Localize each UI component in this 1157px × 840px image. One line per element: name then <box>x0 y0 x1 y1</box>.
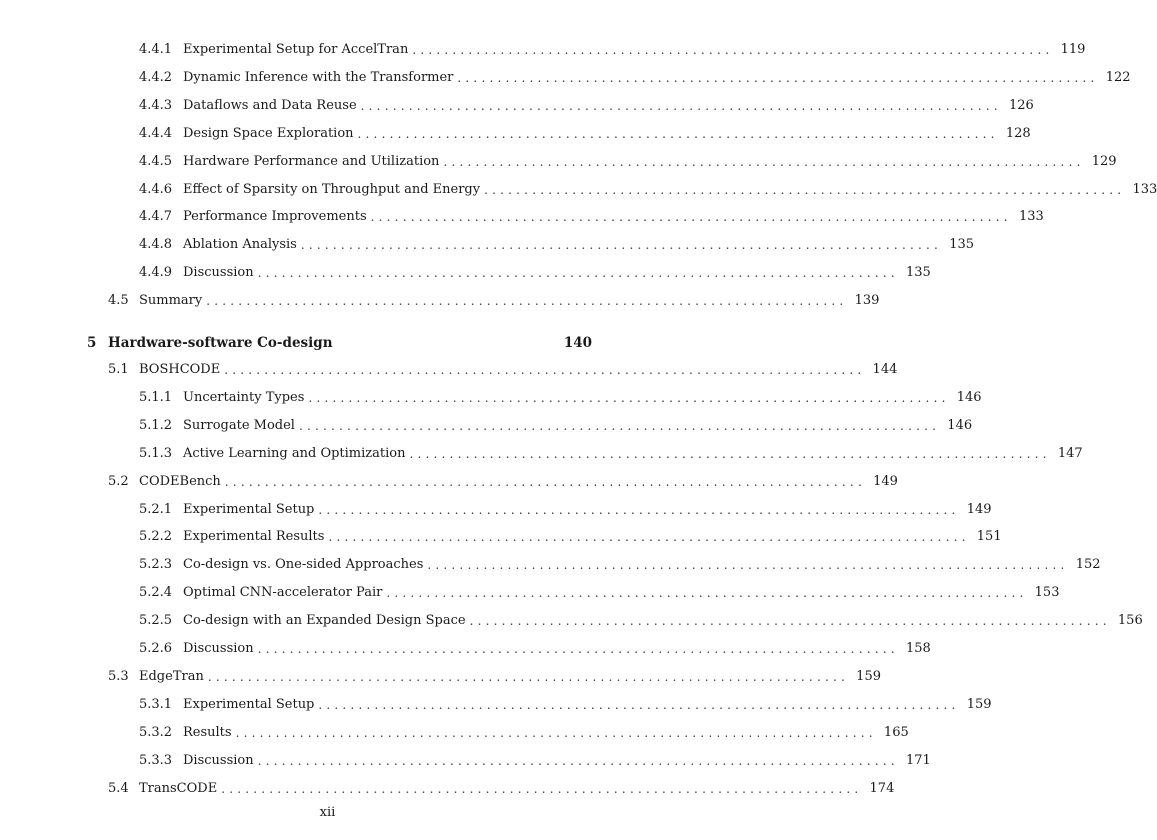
toc-entry-title: CODEBench <box>139 471 225 493</box>
page-footer-number: xii <box>319 805 336 820</box>
toc-entry-title: Summary <box>139 290 206 312</box>
toc-entry-title: Effect of Sparsity on Throughput and Energy <box>183 179 484 201</box>
toc-entry-number: 5.3.2 <box>139 724 173 740</box>
toc-entry-title: Results <box>183 722 236 744</box>
toc-section-entry[interactable] <box>108 471 898 493</box>
leader-dots: ................................................................................ <box>427 558 1069 573</box>
toc-entry-title: Experimental Setup <box>183 694 318 716</box>
toc-entry-number: 5.3.1 <box>139 696 173 712</box>
toc-section-entry[interactable] <box>108 359 898 381</box>
toc-entry-number: 4.4.7 <box>139 209 173 225</box>
toc-subsection-entry[interactable] <box>139 582 1060 604</box>
toc-subsection-entry[interactable] <box>139 39 1086 61</box>
toc-entry-number: 5.2.4 <box>139 585 173 601</box>
toc-subsection-entry[interactable] <box>139 151 1117 173</box>
toc-section-entry[interactable] <box>108 290 880 312</box>
toc-entry-title: EdgeTran <box>139 666 208 688</box>
toc-entry-title: Active Learning and Optimization <box>183 443 409 465</box>
toc-entry-number: 4.4.2 <box>139 69 173 85</box>
toc-entry-title: Discussion <box>183 262 258 284</box>
toc-entry-page-number: 126 <box>1002 95 1034 117</box>
toc-entry-page-number: 147 <box>1051 443 1083 465</box>
toc-entry-page-number: 146 <box>950 387 982 409</box>
leader-dots: ................................................................................ <box>318 697 960 712</box>
toc-subsection-entry[interactable] <box>139 67 1131 89</box>
toc-subsection-entry[interactable] <box>139 722 909 744</box>
toc-subsection-entry[interactable] <box>139 123 1031 145</box>
toc-entry-page-number: 129 <box>1085 151 1117 173</box>
leader-dots: ................................................................................ <box>221 781 863 796</box>
toc-subsection-entry[interactable] <box>139 387 982 409</box>
toc-entry-page-number: 152 <box>1069 554 1101 576</box>
toc-subsection-entry[interactable] <box>139 95 1034 117</box>
toc-section-entry[interactable] <box>108 778 895 800</box>
toc-entry-page-number: 122 <box>1099 67 1131 89</box>
toc-entry-number: 4.4.5 <box>139 153 173 169</box>
toc-entry-page-number: 133 <box>1012 206 1044 228</box>
toc-entry-number: 5.3 <box>108 668 129 684</box>
leader-dots: ................................................................................ <box>257 642 899 656</box>
toc-entry-title: Discussion <box>183 750 258 772</box>
leader-dots: ................................................................................ <box>235 725 877 740</box>
toc-entry-number: 5.2.3 <box>139 557 173 573</box>
toc-entry-page-number: 144 <box>865 359 897 381</box>
toc-entry-title: Experimental Setup <box>183 499 318 521</box>
leader-dots: ................................................................................ <box>207 669 849 684</box>
toc-subsection-entry[interactable] <box>139 554 1101 576</box>
leader-dots: ................................................................................ <box>257 753 899 768</box>
toc-entry-title: Hardware-software Co-design <box>108 332 337 354</box>
toc-entry-page-number: 159 <box>849 666 881 688</box>
leader-dots: ................................................................................ <box>412 43 1054 57</box>
toc-entry-number: 5.2.6 <box>139 641 173 656</box>
toc-entry-number: 4.4.8 <box>139 237 173 253</box>
toc-subsection-entry[interactable] <box>139 234 975 256</box>
toc-subsection-entry[interactable] <box>139 499 992 521</box>
toc-entry-page-number: 153 <box>1027 582 1059 604</box>
leader-dots: ................................................................................ <box>300 238 943 253</box>
toc-subsection-entry[interactable] <box>139 694 992 716</box>
leader-dots: ................................................................................ <box>370 210 1012 225</box>
toc-entry-page-number: 128 <box>999 123 1031 145</box>
toc-entry-title: Ablation Analysis <box>183 234 301 256</box>
toc-entry-page-number: 158 <box>899 638 931 660</box>
toc-entry-number: 5.1.2 <box>139 417 173 433</box>
toc-entry-number: 5.1.3 <box>139 445 173 461</box>
leader-dots: ................................................................................ <box>360 98 1002 113</box>
toc-entry-page-number: 165 <box>877 722 909 744</box>
leader-dots: ................................................................................ <box>409 446 1051 461</box>
toc-entry-number: 4.4.9 <box>139 265 173 281</box>
leader-dots: ................................................................................ <box>298 418 941 433</box>
toc-entry-title: Performance Improvements <box>183 206 371 228</box>
toc-entry-page-number: 149 <box>960 499 992 521</box>
leader-dots: ................................................................................ <box>257 266 899 281</box>
toc-entry-number: 5.2.1 <box>139 501 173 517</box>
toc-entry-title: Experimental Results <box>183 526 328 548</box>
toc-entry-page-number: 135 <box>942 234 974 256</box>
toc-entry-number: 5.2 <box>108 473 129 489</box>
toc-entry-title: Discussion <box>183 638 258 660</box>
toc-entry-number: 5.2.5 <box>139 613 173 629</box>
toc-entry-number: 4.4.4 <box>139 125 173 141</box>
toc-subsection-entry[interactable] <box>139 750 931 772</box>
toc-entry-number: 4.4.3 <box>139 97 173 113</box>
toc-entry-title: Dynamic Inference with the Transformer <box>183 67 457 89</box>
toc-entry-number: 5.2.2 <box>139 529 173 545</box>
toc-subsection-entry[interactable] <box>139 415 973 437</box>
toc-entry-title: Uncertainty Types <box>183 387 308 409</box>
toc-entry-page-number: 151 <box>970 526 1002 548</box>
leader-dots: ................................................................................ <box>328 530 970 545</box>
toc-entry-page-number: 156 <box>1111 610 1143 632</box>
toc-entry-title: Design Space Exploration <box>183 123 358 145</box>
toc-entry-number: 4.5 <box>108 293 129 309</box>
toc-entry-title: Hardware Performance and Utilization <box>183 151 443 173</box>
toc-entry-number: 5 <box>87 335 97 351</box>
leader-dots: ................................................................................ <box>457 70 1099 85</box>
toc-chapter-entry[interactable] <box>87 332 592 354</box>
toc-entry-title: Dataflows and Data Reuse <box>183 95 361 117</box>
leader-dots: ................................................................................ <box>484 182 1126 197</box>
toc-section-entry[interactable] <box>108 666 881 688</box>
toc-entry-page-number: 149 <box>866 471 898 493</box>
toc-entry-title: Experimental Setup for AccelTran <box>183 39 412 61</box>
toc-entry-title: Co-design vs. One-sided Approaches <box>183 554 427 576</box>
toc-subsection-entry[interactable] <box>139 206 1044 228</box>
toc-entry-number: 4.4.1 <box>139 42 173 57</box>
toc-entry-page-number: 135 <box>899 262 931 284</box>
toc-entry-title: Surrogate Model <box>183 415 299 437</box>
toc-entry-number: 5.1 <box>108 362 129 377</box>
leader-dots: ................................................................................ <box>318 502 960 517</box>
leader-dots: ................................................................................ <box>224 474 866 489</box>
toc-subsection-entry[interactable] <box>139 638 931 660</box>
toc-entry-title: Co-design with an Expanded Design Space <box>183 610 470 632</box>
toc-entry-number: 5.1.1 <box>139 389 173 405</box>
leader-dots: ................................................................................ <box>224 363 866 377</box>
toc-entry-page-number: 171 <box>899 750 931 772</box>
leader-dots: ................................................................................ <box>386 586 1028 601</box>
toc-entry-number: 4.4.6 <box>139 181 173 197</box>
toc-entry-page-number: 139 <box>847 290 879 312</box>
toc-entry-page-number: 140 <box>552 332 592 354</box>
toc-entry-number: 5.3.3 <box>139 752 173 768</box>
toc-entry-number: 5.4 <box>108 780 129 796</box>
leader-dots: ................................................................................ <box>469 614 1111 629</box>
toc-entry-title: TransCODE <box>139 778 221 800</box>
toc-entry-title: Optimal CNN-accelerator Pair <box>183 582 386 604</box>
toc-subsection-entry[interactable] <box>139 262 931 284</box>
leader-dots: ................................................................................ <box>443 154 1085 169</box>
leader-dots: ................................................................................ <box>357 126 999 141</box>
toc-subsection-entry[interactable] <box>139 526 1002 548</box>
toc-entry-title: BOSHCODE <box>139 359 224 381</box>
toc-entry-page-number: 159 <box>960 694 992 716</box>
toc-entry-page-number: 119 <box>1053 39 1085 61</box>
toc-subsection-entry[interactable] <box>139 610 1143 632</box>
leader-dots: ................................................................................ <box>308 390 950 405</box>
toc-subsection-entry[interactable] <box>139 443 1083 465</box>
toc-subsection-entry[interactable] <box>139 179 1157 201</box>
leader-dots: ................................................................................ <box>206 294 848 309</box>
toc-entry-page-number: 133 <box>1125 179 1157 201</box>
toc-entry-page-number: 146 <box>940 415 972 437</box>
toc-entry-page-number: 174 <box>862 778 894 800</box>
